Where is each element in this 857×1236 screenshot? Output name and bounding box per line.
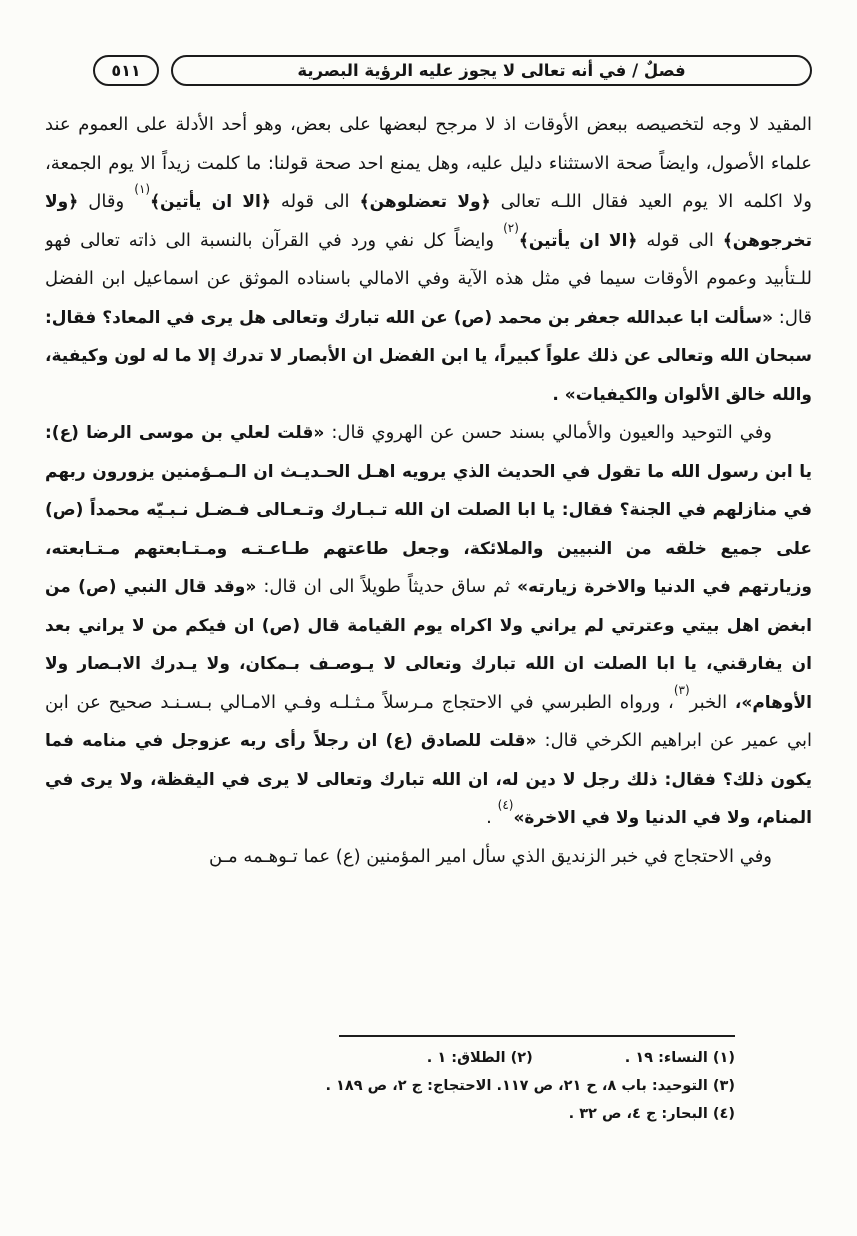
footnote-item-1: (١) النساء: ١٩ . [624,1050,735,1066]
text-run: الخبر [689,691,735,713]
footnote-marker-1: (١) [134,182,151,196]
hadith-quote: «وقد قال النبي (ص) من ابغض اهل بيتي وعترتي لم يراني ولا اكراه يوم القيامة قال (ص) ان فيكم من لا يراني بعد ان يفارقني، يا ابا الصلت ان الله تبارك وتعالى لا يـوصـف بـمكان، ولا يـدرك الابـصار ولا الأوهام»، [45,577,812,713]
text-run: وايضاً كل نفي ورد في القرآن بالنسبة الى ذاته تعالى فهو للـتأبيد وعموم الأوقات سيما في مثل هذه الآية وفي الامالي باسناده الموثق عن اسماعيل ابن الفضل قال: [45,229,812,328]
text-run: الى قوله [270,191,360,212]
footnote-row-1 [45,1044,735,1072]
footnote-item-4: (٤) البحار: ج ٤، ص ٣٢ . [568,1106,735,1122]
footnote-marker-4: (٤) [497,798,514,812]
footnotes [45,1044,735,1128]
footnote-item-3: (٣) التوحيد: باب ٨، ح ٢١، ص ١١٧. الاحتجاج: ج ٢، ص ١٨٩ . [325,1078,735,1094]
quran-quote: ﴿ولا تخرجوهن﴾ [45,192,812,251]
page-header [93,55,812,86]
paragraph-3 [45,838,812,877]
hadith-quote: «قلت للصادق (ع) ان رجلاً رأى ربه عزوجل في منامه فما يكون ذلك؟ فقال: ذلك رجل لا دين له، ان الله تبارك وتعالى لا يرى في اليقظة، ولا يرى في المنام، ولا في الدنيا ولا في الاخرة» [45,731,812,828]
footnote-marker-2: (٢) [503,220,519,235]
text-run: الى قوله [637,229,723,251]
paragraph-2 [45,414,812,838]
quran-quote: ﴿ولا تعضلوهن﴾ [359,192,491,212]
hadith-quote: «قلت لعلي بن موسى الرضا (ع): يا ابن رسول الله ما تقول في الحديث الذي يرويه اهـل الحـديـث ان الـمـؤمنين يزورون ربهم في منازلهم في الجنة؟ فقال: يا ابا الصلت ان الله تـبـارك وتـعـالى فـضـل نـبـيّه محمداً (ص) على جميع خلقه من النبيين والملائكة، وجعل طاعتهم طـاعـتـه ومـتـابعتهم مـتـابعته، وزيارتهم في الدنيا والاخرة زيارته» [45,423,812,597]
paragraph-1 [45,106,812,414]
text-run: وقال [78,191,135,212]
footnote-row-3 [45,1100,735,1128]
footnote-item-2: (٢) الطلاق: ١ . [426,1050,533,1066]
footnote-separator [339,1035,735,1037]
text-run: المقيد لا وجه لتخصيصه ببعض الأوقات اذ لا مرجح لبعضها على بعض، وهو أحد الأدلة على العموم عند علماء الأصول، وايضاً صحة الاستثناء دليل عليه، وهل يمنع احد صحة قولنا: ما كلمت زيداً الا يوم الجمعة، ولا اكلمه الا يوم العيد فقال اللـه تعالى [45,114,812,212]
hadith-quote: «سألت ابا عبدالله جعفر بن محمد (ص) عن الله تبارك وتعالى هل يرى في المعاد؟ فقال: سبحان الله وتعالى عن ذلك علواً كبيراً، يا ابن الفضل ان الأبصار لا تدرك إلا ما له لون وكيفية، والله خالق الألوان والكيفيات» . [45,307,812,405]
chapter-title-box [171,55,812,86]
text-run: ، ورواه الطبرسي في الاحتجاج مـرسلاً مـثـلـه وفـي الامـالي بـسـنـد صحيح عن ابن ابي عمير عن ابراهيم الكرخي قال: [45,691,812,751]
quran-quote: ﴿الا ان يأتين﴾ [518,230,638,251]
text-run: وفي التوحيد والعيون والأمالي بسند حسن عن الهروي قال: [324,422,772,443]
text-run: وفي الاحتجاج في خبر الزنديق الذي سأل امير المؤمنين (ع) عما تـوهـمه مـن [208,845,772,867]
quran-quote: ﴿الا ان يأتين﴾ [150,192,271,212]
text-run: . [486,807,498,828]
page-number: ٥١١ [111,61,141,80]
text-run: ثم ساق حديثاً طويلاً الى ان قال: [256,576,518,597]
footnote-row-2 [45,1072,735,1100]
page-number-box [93,55,159,86]
body-text [45,106,812,1018]
chapter-title: فصلٌ / في أنه تعالى لا يجوز عليه الرؤية البصرية [297,61,686,80]
footnote-marker-3: (٣) [673,682,690,697]
